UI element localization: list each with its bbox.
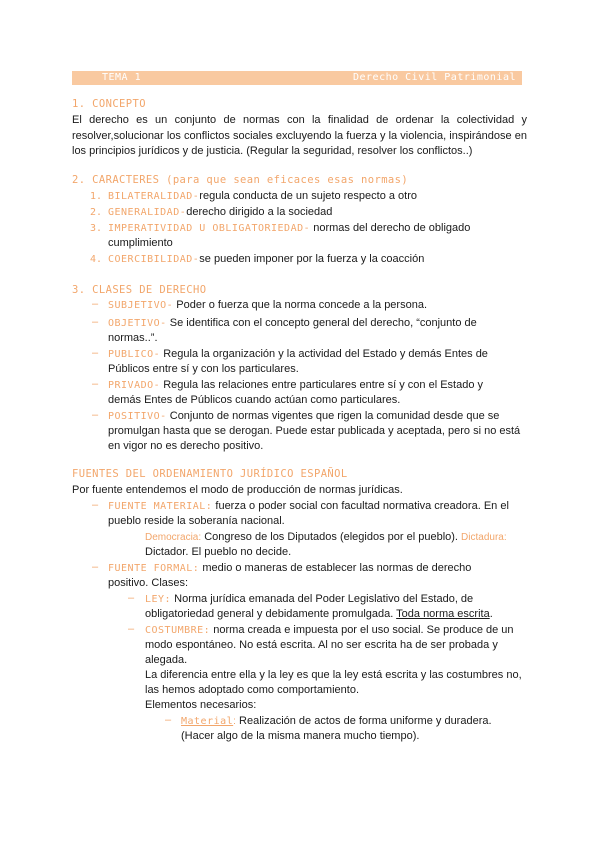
clase-term: PUBLICO- <box>108 349 161 360</box>
ley-text2: obligatoriedad general y debidamente promulgada. <box>145 608 394 620</box>
ley-item <box>145 592 528 608</box>
clase-text-cont: normas..”. <box>108 332 158 344</box>
caracter-text: regula conducta de un sujeto respecto a otro <box>199 190 417 202</box>
costumbre-cont: La diferencia entre ella y la ley es que la ley está escrita y las costumbres no, <box>145 669 522 681</box>
dictadura-label: Dictadura: <box>461 532 507 543</box>
clase-item <box>108 316 528 332</box>
bullet-dash: – <box>92 409 99 421</box>
header-topic: TEMA 1 <box>102 72 142 83</box>
fuente-formal-term: FUENTE FORMAL: <box>108 563 200 574</box>
bullet-dash: – <box>128 623 135 635</box>
costumbre-cont: modo espontáneo. No está escrita. Al no ser escrita ha de ser probada y <box>145 639 498 651</box>
costumbre-item <box>145 623 528 639</box>
fuente-formal <box>108 561 528 577</box>
ley-term: LEY: <box>145 594 172 605</box>
clase-item <box>108 298 528 314</box>
costumbre-text: norma creada e impuesta por el uso social. Se produce de un <box>213 624 514 636</box>
clase-text-cont: demás Entes de Públicos cuando actúan como particulares. <box>108 394 401 406</box>
clase-text-cont: promulgan hasta que se derogan. Puede estar publicada y aceptada, pero si no está <box>108 425 521 437</box>
caracter-term: BILATERALIDAD- <box>108 191 200 202</box>
clase-text: Conjunto de normas vigentes que rigen la comunidad desde que se <box>169 410 500 422</box>
clase-item <box>108 378 528 394</box>
caracter-item <box>108 252 528 268</box>
material-element-sep: : <box>233 716 236 727</box>
caracter-text: derecho dirigido a la sociedad <box>186 206 333 218</box>
clase-text: Regula las relaciones entre particulares entre sí y con el Estado y <box>163 379 484 391</box>
bullet-dash: – <box>92 561 99 573</box>
ley-end: . <box>489 608 493 620</box>
costumbre-cont: Elementos necesarios: <box>145 699 257 711</box>
caracter-term: IMPERATIVIDAD U OBLIGATORIEDAD- <box>108 223 311 234</box>
material-element-term: Material <box>181 716 234 727</box>
costumbre-cont: las hemos adoptado como comportamiento. <box>145 684 360 696</box>
fuente-material <box>108 499 528 515</box>
caracter-term: GENERALIDAD- <box>108 207 187 218</box>
ley-cont <box>145 607 528 623</box>
caracter-text-cont: cumplimiento <box>108 237 173 249</box>
clase-term: OBJETIVO- <box>108 318 167 329</box>
header-subject: Derecho Civil Patrimonial <box>352 72 516 83</box>
bullet-dash: – <box>92 347 99 359</box>
clase-text: Se identifica con el concepto general del derecho, “conjunto de <box>169 317 477 329</box>
clase-term: POSITIVO- <box>108 411 167 422</box>
header-bar <box>72 71 522 85</box>
bullet-dash: – <box>92 298 99 310</box>
caracter-text: normas del derecho de obligado <box>313 222 471 234</box>
dictadura-text: Dictador. El pueblo no decide. <box>145 546 292 558</box>
clases-heading: 3. CLASES DE DERECHO <box>72 284 207 296</box>
clase-text-cont: en vigor no es derecho positivo. <box>108 440 264 452</box>
caracter-num: 3. <box>90 223 103 234</box>
caracter-text: se pueden imponer por la fuerza y la coacción <box>199 253 425 265</box>
bullet-dash: – <box>92 499 99 511</box>
fuentes-intro: Por fuente entendemos el modo de producción de normas jurídicas. <box>72 484 403 496</box>
concepto-heading: 1. CONCEPTO <box>72 98 146 110</box>
material-element <box>181 714 528 730</box>
democracia-text: Congreso de los Diputados (elegidos por el pueblo). <box>204 531 458 543</box>
fuente-material-cont: pueblo reside la soberanía nacional. <box>108 515 285 527</box>
clase-text: Poder o fuerza que la norma concede a la persona. <box>176 299 427 311</box>
bullet-dash: – <box>128 592 135 604</box>
clase-term: SUBJETIVO- <box>108 300 174 311</box>
caracter-term: COERCIBILIDAD- <box>108 254 200 265</box>
material-element-cont: (Hacer algo de la misma manera mucho tiempo). <box>181 730 420 742</box>
bullet-dash: – <box>165 714 172 726</box>
fuente-material-text: fuerza o poder social con facultad normativa creadora. En el <box>215 500 509 512</box>
ley-underline: Toda norma escrita <box>396 608 490 620</box>
costumbre-cont: alegada. <box>145 654 188 666</box>
caracter-num: 2. <box>90 207 103 218</box>
clase-text: Regula la organización y la actividad del Estado y demás Entes de <box>163 348 488 360</box>
caracter-item <box>108 221 528 237</box>
bullet-dash: – <box>92 316 99 328</box>
concepto-text: El derecho es un conjunto de normas con la finalidad de ordenar la colectividad y resolver,solucionar los conflictos sociales excluyendo la fuerza y la violencia, inspirándose en los principios jurídicos y de justicia. (Regular la seguridad, resolver los conflictos..) <box>72 114 527 157</box>
fuentes-heading: FUENTES DEL ORDENAMIENTO JURÍDICO ESPAÑOL <box>72 468 348 480</box>
fuente-formal-cont: positivo. Clases: <box>108 577 189 589</box>
democracia-label: Democracia: <box>145 532 202 543</box>
clase-term: PRIVADO- <box>108 380 161 391</box>
clase-item <box>108 347 528 363</box>
caracter-num: 1. <box>90 191 103 202</box>
clase-item <box>108 409 528 425</box>
fuente-formal-text: medio o maneras de establecer las normas de derecho <box>202 562 472 574</box>
material-element-text: Realización de actos de forma uniforme y duradera. <box>239 715 492 727</box>
caracter-item <box>108 189 528 205</box>
ley-text: Norma jurídica emanada del Poder Legislativo del Estado, de <box>174 593 474 605</box>
caracter-num: 4. <box>90 254 103 265</box>
caracter-item <box>108 205 528 221</box>
clase-text-cont: Públicos entre sí y con los particulares. <box>108 363 299 375</box>
costumbre-term: COSTUMBRE: <box>145 625 211 636</box>
bullet-dash: – <box>92 378 99 390</box>
caracteres-heading: 2. CARACTERES (para que sean eficaces esas normas) <box>72 174 409 186</box>
democracia-line <box>145 530 528 546</box>
fuente-material-term: FUENTE MATERIAL: <box>108 501 213 512</box>
